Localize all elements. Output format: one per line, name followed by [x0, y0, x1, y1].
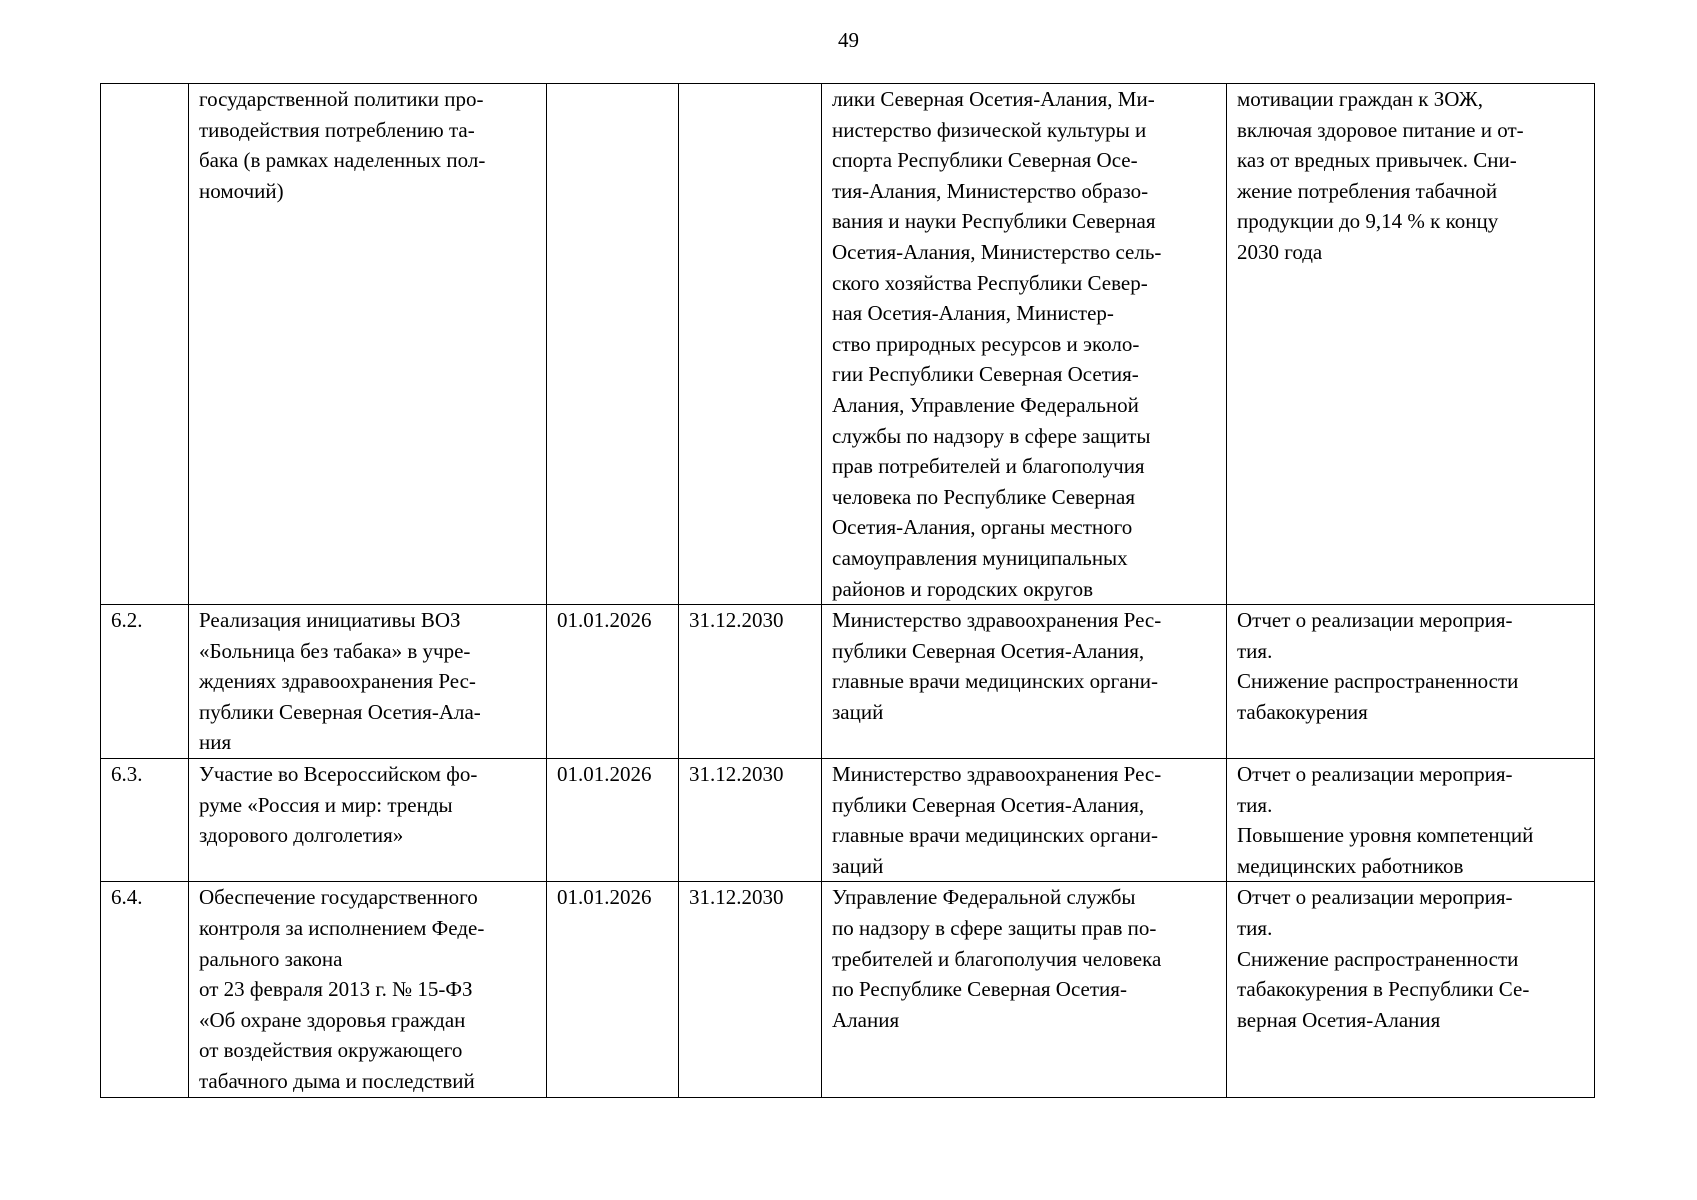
- responsible-cell: Министерство здравоохранения Рес- публики Северная Осетия-Алания, главные врачи медицинских органи- заций: [822, 759, 1227, 882]
- result-cell: Отчет о реализации мероприя- тия. Повышение уровня компетенций медицинских работников: [1227, 759, 1595, 882]
- end-date-cell: 31.12.2030: [679, 882, 822, 1097]
- start-date-cell: 01.01.2026: [547, 882, 679, 1097]
- start-date-cell: 01.01.2026: [547, 759, 679, 882]
- row-number-cell: 6.3.: [101, 759, 189, 882]
- start-date-cell: [547, 84, 679, 605]
- start-date-cell: 01.01.2026: [547, 605, 679, 759]
- activity-cell: Участие во Всероссийском фо- руме «Россия и мир: тренды здорового долголетия»: [189, 759, 547, 882]
- responsible-cell: Управление Федеральной службы по надзору в сфере защиты прав по- требителей и благополучия человека по Республике Северная Осетия- Алания: [822, 882, 1227, 1097]
- end-date-cell: 31.12.2030: [679, 759, 822, 882]
- result-cell: Отчет о реализации мероприя- тия. Снижение распространенности табакокурения: [1227, 605, 1595, 759]
- page-number: 49: [838, 28, 859, 52]
- row-number-cell: 6.4.: [101, 882, 189, 1097]
- table-row: [101, 882, 1595, 1097]
- activity-cell: государственной политики про- тиводействия потреблению та- бака (в рамках наделенных пол- номочий): [189, 84, 547, 605]
- activity-cell: Обеспечение государственного контроля за исполнением Феде- рального закона от 23 февраля 2013 г. № 15-ФЗ «Об охране здоровья граждан от воздействия окружающего табачного дыма и последствий: [189, 882, 547, 1097]
- responsible-cell: лики Северная Осетия-Алания, Ми- нистерство физической культуры и спорта Республики Северная Осе- тия-Алания, Министерство образо- вания и науки Республики Северная Осетия-Алания, Министерство сель- ского хозяйства Республики Север- ная Осетия-Алания, Министер- ство природных ресурсов и эколо- гии Республики Северная Осетия- Алания, Управление Федеральной службы по надзору в сфере защиты прав потребителей и благополучия человека по Республике Северная Осетия-Алания, органы местного самоуправления муниципальных районов и городских округов: [822, 84, 1227, 605]
- table-row: [101, 759, 1595, 882]
- end-date-cell: 31.12.2030: [679, 605, 822, 759]
- result-cell: Отчет о реализации мероприя- тия. Снижение распространенности табакокурения в Республики Се- верная Осетия-Алания: [1227, 882, 1595, 1097]
- measures-table: [100, 83, 1595, 1098]
- row-number-cell: [101, 84, 189, 605]
- end-date-cell: [679, 84, 822, 605]
- result-cell: мотивации граждан к ЗОЖ, включая здоровое питание и от- каз от вредных привычек. Сни- жение потребления табачной продукции до 9,14 % к концу 2030 года: [1227, 84, 1595, 605]
- activity-cell: Реализация инициативы ВОЗ «Больница без табака» в учре- ждениях здравоохранения Рес- публики Северная Осетия-Ала- ния: [189, 605, 547, 759]
- row-number-cell: 6.2.: [101, 605, 189, 759]
- table-row: [101, 605, 1595, 759]
- table-row: [101, 84, 1595, 605]
- responsible-cell: Министерство здравоохранения Рес- публики Северная Осетия-Алания, главные врачи медицинских органи- заций: [822, 605, 1227, 759]
